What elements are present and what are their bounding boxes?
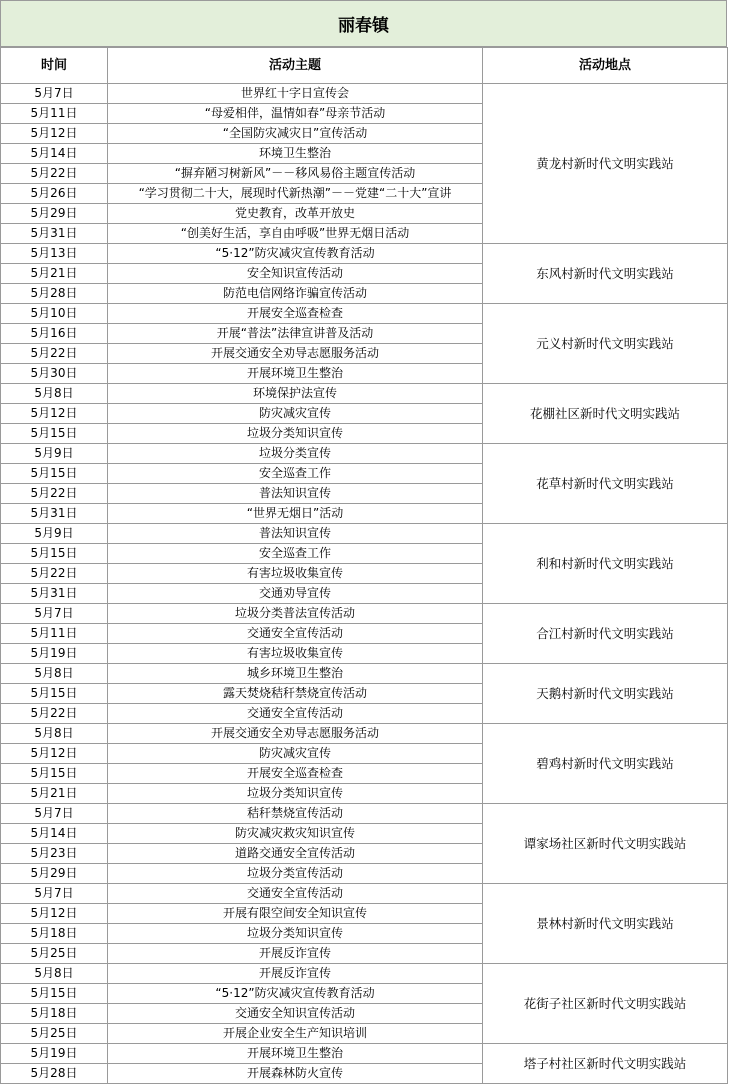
date-cell: 5月7日 <box>1 84 108 104</box>
topic-cell: 城乡环境卫生整治 <box>108 664 483 684</box>
date-cell: 5月11日 <box>1 104 108 124</box>
location-cell: 元义村新时代文明实践站 <box>483 304 728 384</box>
topic-cell: 垃圾分类普法宣传活动 <box>108 604 483 624</box>
topic-cell: 交通安全宣传活动 <box>108 884 483 904</box>
location-cell: 景林村新时代文明实践站 <box>483 884 728 964</box>
table-body <box>1 84 728 1084</box>
date-cell: 5月12日 <box>1 124 108 144</box>
date-cell: 5月8日 <box>1 384 108 404</box>
topic-cell: “母爱相伴，温情如春”母亲节活动 <box>108 104 483 124</box>
location-cell: 合江村新时代文明实践站 <box>483 604 728 664</box>
date-cell: 5月13日 <box>1 244 108 264</box>
location-cell: 碧鸡村新时代文明实践站 <box>483 724 728 804</box>
topic-cell: 开展环境卫生整治 <box>108 364 483 384</box>
date-cell: 5月12日 <box>1 744 108 764</box>
header-time: 时间 <box>1 48 108 84</box>
date-cell: 5月7日 <box>1 604 108 624</box>
date-cell: 5月12日 <box>1 404 108 424</box>
topic-cell: 垃圾分类知识宣传 <box>108 784 483 804</box>
header-location: 活动地点 <box>483 48 728 84</box>
table-row <box>1 1044 728 1064</box>
topic-cell: 开展安全巡查检查 <box>108 304 483 324</box>
date-cell: 5月21日 <box>1 264 108 284</box>
date-cell: 5月15日 <box>1 544 108 564</box>
date-cell: 5月14日 <box>1 144 108 164</box>
activity-table <box>0 47 728 1084</box>
location-cell: 天鹅村新时代文明实践站 <box>483 664 728 724</box>
topic-cell: 垃圾分类宣传 <box>108 444 483 464</box>
topic-cell: 防灾减灾宣传 <box>108 744 483 764</box>
topic-cell: 有害垃圾收集宣传 <box>108 564 483 584</box>
table-row <box>1 884 728 904</box>
date-cell: 5月19日 <box>1 644 108 664</box>
location-cell: 塔子村社区新时代文明实践站 <box>483 1044 728 1084</box>
table-row <box>1 304 728 324</box>
topic-cell: 防范电信网络诈骗宣传活动 <box>108 284 483 304</box>
topic-cell: 垃圾分类知识宣传 <box>108 924 483 944</box>
date-cell: 5月22日 <box>1 704 108 724</box>
date-cell: 5月8日 <box>1 724 108 744</box>
topic-cell: 开展有限空间安全知识宣传 <box>108 904 483 924</box>
date-cell: 5月15日 <box>1 984 108 1004</box>
topic-cell: 开展交通安全劝导志愿服务活动 <box>108 724 483 744</box>
date-cell: 5月31日 <box>1 224 108 244</box>
date-cell: 5月12日 <box>1 904 108 924</box>
date-cell: 5月22日 <box>1 164 108 184</box>
topic-cell: 垃圾分类知识宣传 <box>108 424 483 444</box>
date-cell: 5月22日 <box>1 564 108 584</box>
date-cell: 5月15日 <box>1 464 108 484</box>
table-row <box>1 804 728 824</box>
topic-cell: 开展“普法”法律宣讲普及活动 <box>108 324 483 344</box>
topic-cell: 安全知识宣传活动 <box>108 264 483 284</box>
date-cell: 5月18日 <box>1 924 108 944</box>
table-row <box>1 384 728 404</box>
date-cell: 5月14日 <box>1 824 108 844</box>
topic-cell: “全国防灾减灾日”宣传活动 <box>108 124 483 144</box>
date-cell: 5月21日 <box>1 784 108 804</box>
topic-cell: 普法知识宣传 <box>108 524 483 544</box>
topic-cell: 交通安全宣传活动 <box>108 624 483 644</box>
topic-cell: 有害垃圾收集宣传 <box>108 644 483 664</box>
table-row <box>1 664 728 684</box>
date-cell: 5月31日 <box>1 584 108 604</box>
location-cell: 利和村新时代文明实践站 <box>483 524 728 604</box>
topic-cell: “学习贯彻二十大，展现时代新热潮”－－党建“二十大”宣讲 <box>108 184 483 204</box>
table-row <box>1 604 728 624</box>
location-cell: 黄龙村新时代文明实践站 <box>483 84 728 244</box>
location-cell: 花棚社区新时代文明实践站 <box>483 384 728 444</box>
topic-cell: “世界无烟日”活动 <box>108 504 483 524</box>
topic-cell: 安全巡查工作 <box>108 464 483 484</box>
location-cell: 东风村新时代文明实践站 <box>483 244 728 304</box>
date-cell: 5月26日 <box>1 184 108 204</box>
topic-cell: 交通安全宣传活动 <box>108 704 483 724</box>
topic-cell: 开展反诈宣传 <box>108 964 483 984</box>
date-cell: 5月25日 <box>1 944 108 964</box>
topic-cell: 安全巡查工作 <box>108 544 483 564</box>
topic-cell: 防灾减灾宣传 <box>108 404 483 424</box>
date-cell: 5月25日 <box>1 1024 108 1044</box>
date-cell: 5月19日 <box>1 1044 108 1064</box>
table-row <box>1 444 728 464</box>
date-cell: 5月9日 <box>1 524 108 544</box>
topic-cell: 开展安全巡查检查 <box>108 764 483 784</box>
location-cell: 花街子社区新时代文明实践站 <box>483 964 728 1044</box>
date-cell: 5月15日 <box>1 424 108 444</box>
topic-cell: 秸秆禁烧宣传活动 <box>108 804 483 824</box>
date-cell: 5月30日 <box>1 364 108 384</box>
topic-cell: 开展森林防火宣传 <box>108 1064 483 1084</box>
date-cell: 5月8日 <box>1 664 108 684</box>
date-cell: 5月23日 <box>1 844 108 864</box>
table-row <box>1 724 728 744</box>
topic-cell: 环境卫生整治 <box>108 144 483 164</box>
topic-cell: 露天焚烧秸秆禁烧宣传活动 <box>108 684 483 704</box>
date-cell: 5月22日 <box>1 344 108 364</box>
topic-cell: 交通安全知识宣传活动 <box>108 1004 483 1024</box>
date-cell: 5月8日 <box>1 964 108 984</box>
header-topic: 活动主题 <box>108 48 483 84</box>
page-title: 丽春镇 <box>0 0 727 47</box>
date-cell: 5月28日 <box>1 284 108 304</box>
location-cell: 花草村新时代文明实践站 <box>483 444 728 524</box>
topic-cell: 交通劝导宣传 <box>108 584 483 604</box>
topic-cell: “5·12”防灾减灾宣传教育活动 <box>108 984 483 1004</box>
date-cell: 5月7日 <box>1 804 108 824</box>
date-cell: 5月9日 <box>1 444 108 464</box>
date-cell: 5月22日 <box>1 484 108 504</box>
date-cell: 5月10日 <box>1 304 108 324</box>
table-row <box>1 84 728 104</box>
topic-cell: 开展反诈宣传 <box>108 944 483 964</box>
topic-cell: 环境保护法宣传 <box>108 384 483 404</box>
topic-cell: “摒弃陋习树新风”－－移风易俗主题宣传活动 <box>108 164 483 184</box>
topic-cell: 防灾减灾救灾知识宣传 <box>108 824 483 844</box>
location-cell: 谭家场社区新时代文明实践站 <box>483 804 728 884</box>
topic-cell: 开展交通安全劝导志愿服务活动 <box>108 344 483 364</box>
topic-cell: 世界红十字日宣传会 <box>108 84 483 104</box>
table-row <box>1 244 728 264</box>
topic-cell: 开展环境卫生整治 <box>108 1044 483 1064</box>
topic-cell: 道路交通安全宣传活动 <box>108 844 483 864</box>
date-cell: 5月16日 <box>1 324 108 344</box>
topic-cell: 党史教育，改革开放史 <box>108 204 483 224</box>
table-row <box>1 964 728 984</box>
date-cell: 5月11日 <box>1 624 108 644</box>
date-cell: 5月29日 <box>1 864 108 884</box>
date-cell: 5月15日 <box>1 764 108 784</box>
header-row <box>1 48 728 84</box>
date-cell: 5月18日 <box>1 1004 108 1024</box>
topic-cell: “创美好生活，享自由呼吸”世界无烟日活动 <box>108 224 483 244</box>
date-cell: 5月15日 <box>1 684 108 704</box>
table-row <box>1 524 728 544</box>
date-cell: 5月31日 <box>1 504 108 524</box>
date-cell: 5月28日 <box>1 1064 108 1084</box>
date-cell: 5月29日 <box>1 204 108 224</box>
topic-cell: 普法知识宣传 <box>108 484 483 504</box>
topic-cell: 开展企业安全生产知识培训 <box>108 1024 483 1044</box>
topic-cell: “5·12”防灾减灾宣传教育活动 <box>108 244 483 264</box>
topic-cell: 垃圾分类宣传活动 <box>108 864 483 884</box>
date-cell: 5月7日 <box>1 884 108 904</box>
